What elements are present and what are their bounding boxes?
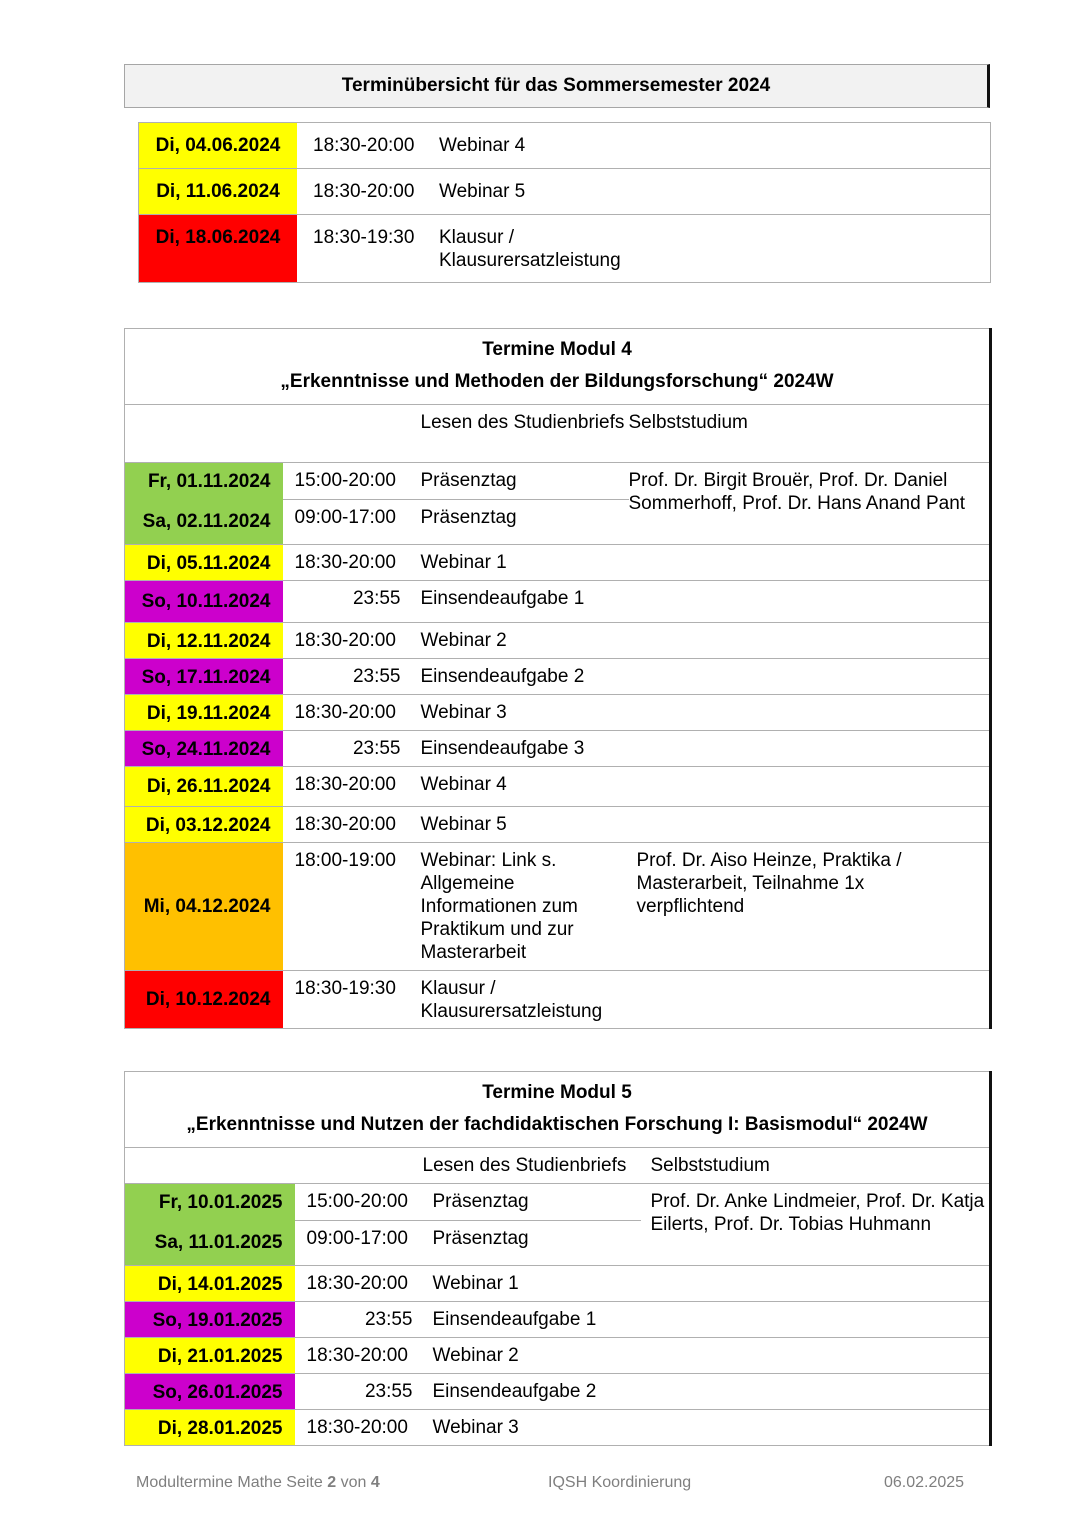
empty-header-cell: [125, 1148, 295, 1184]
description-cell: Webinar 1: [411, 545, 991, 581]
time-cell: 18:30-19:30: [283, 971, 411, 1029]
column-header-reading: Lesen des Studienbriefs: [423, 1148, 641, 1184]
table-row: [125, 545, 991, 581]
lecturers-cell: Prof. Dr. Aiso Heinze, Praktika / Masterarbeit, Teilnahme 1x verpflichtend: [629, 843, 991, 971]
footer-organization: IQSH Koordinierung: [548, 1474, 692, 1491]
description-cell: Webinar 3: [411, 695, 991, 731]
summer-semester-table: [138, 122, 991, 283]
modul4-heading: [125, 329, 991, 405]
date-cell: Di, 19.11.2024: [125, 695, 283, 731]
date-cell: Di, 04.06.2024: [139, 123, 298, 169]
description-cell: Webinar: Link s. Allgemeine Informationen zum Praktikum und zur Masterarbeit: [411, 843, 629, 971]
table-row: [125, 581, 991, 623]
date-cell: So, 26.01.2025: [125, 1374, 295, 1410]
date-cell: Mi, 04.12.2024: [125, 843, 283, 971]
description-cell: Webinar 2: [423, 1338, 991, 1374]
table-row: [125, 1410, 991, 1446]
modul5-table: [124, 1071, 992, 1446]
date-cell: Di, 18.06.2024: [139, 215, 298, 283]
description-cell: Webinar 2: [411, 623, 991, 659]
table-row: [125, 1266, 991, 1302]
empty-header-cell: [283, 405, 411, 463]
description-cell: Webinar 1: [423, 1266, 991, 1302]
description-cell: Einsendeaufgabe 3: [411, 731, 991, 767]
time-cell: 23:55: [283, 581, 411, 623]
description-cell: Präsenztag: [411, 463, 629, 500]
date-cell: Sa, 11.01.2025: [125, 1221, 295, 1266]
lecturers-cell: Prof. Dr. Birgit Brouër, Prof. Dr. Daniel Sommerhoff, Prof. Dr. Hans Anand Pant: [629, 463, 991, 545]
time-cell: 18:30-19:30: [297, 215, 439, 283]
date-cell: Di, 14.01.2025: [125, 1266, 295, 1302]
description-cell: Präsenztag: [423, 1184, 641, 1221]
table-row: [125, 843, 991, 971]
time-cell: 23:55: [283, 659, 411, 695]
footer-page-info: [136, 1474, 380, 1492]
empty-cell: [629, 971, 991, 1029]
table-row: [125, 623, 991, 659]
modul4-subtitle: „Erkenntnisse und Methoden der Bildungsforschung“ 2024W: [280, 371, 834, 392]
time-cell: 15:00-20:00: [295, 1184, 423, 1221]
table-row: [125, 971, 991, 1029]
modul4-header: [125, 329, 991, 405]
description-cell: Präsenztag: [423, 1221, 641, 1266]
footer-page-number: 2: [327, 1474, 337, 1491]
footer-doc-title: Modultermine Mathe Seite: [136, 1474, 323, 1491]
description-cell: Einsendeaufgabe 1: [423, 1302, 991, 1338]
table-row: [139, 215, 991, 283]
column-header-reading: Lesen des Studienbriefs: [411, 405, 629, 463]
date-cell: Di, 28.01.2025: [125, 1410, 295, 1446]
time-cell: 23:55: [283, 731, 411, 767]
date-cell: Di, 12.11.2024: [125, 623, 283, 659]
time-cell: 18:30-20:00: [283, 623, 411, 659]
time-cell: 23:55: [295, 1302, 423, 1338]
time-cell: 18:30-20:00: [295, 1266, 423, 1302]
table-row: [125, 1302, 991, 1338]
time-cell: 18:30-20:00: [283, 695, 411, 731]
time-cell: 18:30-20:00: [295, 1410, 423, 1446]
date-cell: Di, 21.01.2025: [125, 1338, 295, 1374]
description-cell: Einsendeaufgabe 2: [423, 1374, 991, 1410]
summer-semester-title: Terminübersicht für das Sommersemester 2024: [124, 64, 990, 108]
column-header-self-study: Selbststudium: [641, 1148, 991, 1184]
table-row: [125, 659, 991, 695]
table-row: [125, 767, 991, 807]
description-text: Klausur / Klausurersatzleistung: [439, 227, 621, 271]
description-cell: Webinar 4: [439, 123, 991, 169]
modul4-table: [124, 328, 992, 1029]
date-cell: Di, 26.11.2024: [125, 767, 283, 807]
description-cell: Webinar 4: [411, 767, 991, 807]
time-cell: 23:55: [295, 1374, 423, 1410]
modul5-header: [125, 1072, 991, 1148]
time-cell: 09:00-17:00: [283, 500, 411, 545]
description-cell: [439, 215, 991, 283]
date-cell: So, 17.11.2024: [125, 659, 283, 695]
date-cell: Fr, 01.11.2024: [125, 463, 283, 500]
time-cell: 18:30-20:00: [283, 807, 411, 843]
table-row: [139, 123, 991, 169]
modul5-heading: [125, 1072, 991, 1148]
footer-date: 06.02.2025: [884, 1474, 965, 1491]
date-cell: Di, 10.12.2024: [125, 971, 283, 1029]
description-cell: Webinar 5: [439, 169, 991, 215]
time-cell: 09:00-17:00: [295, 1221, 423, 1266]
modul5-title: Termine Modul 5: [482, 1082, 632, 1103]
column-header-row: [125, 1148, 991, 1184]
date-cell: Sa, 02.11.2024: [125, 500, 283, 545]
table-row: [139, 169, 991, 215]
column-header-row: [125, 405, 991, 463]
table-row: [125, 1374, 991, 1410]
description-cell: Klausur / Klausurersatzleistung: [411, 971, 629, 1029]
time-cell: 18:30-20:00: [283, 545, 411, 581]
time-cell: 18:30-20:00: [283, 767, 411, 807]
time-cell: 15:00-20:00: [283, 463, 411, 500]
date-cell: Fr, 10.01.2025: [125, 1184, 295, 1221]
table-row: [125, 1184, 991, 1221]
modul5-subtitle: „Erkenntnisse und Nutzen der fachdidaktischen Forschung I: Basismodul“ 2024W: [186, 1114, 928, 1135]
description-cell: Webinar 3: [423, 1410, 991, 1446]
footer-of: von: [340, 1474, 367, 1491]
date-cell: So, 24.11.2024: [125, 731, 283, 767]
footer-page-total: 4: [370, 1474, 380, 1491]
table-row: [125, 1338, 991, 1374]
description-cell: Einsendeaufgabe 1: [411, 581, 991, 623]
date-cell: So, 19.01.2025: [125, 1302, 295, 1338]
table-row: [125, 731, 991, 767]
empty-header-cell: [125, 405, 283, 463]
table-row: [125, 695, 991, 731]
time-cell: 18:30-20:00: [297, 123, 439, 169]
table-row: [125, 463, 991, 500]
description-cell: Einsendeaufgabe 2: [411, 659, 991, 695]
table-row: [125, 807, 991, 843]
time-cell: 18:00-19:00: [283, 843, 411, 971]
column-header-self-study: Selbststudium: [629, 405, 991, 463]
lecturers-cell: Prof. Dr. Anke Lindmeier, Prof. Dr. Katja Eilerts, Prof. Dr. Tobias Huhmann: [641, 1184, 991, 1266]
time-cell: 18:30-20:00: [297, 169, 439, 215]
description-cell: Webinar 5: [411, 807, 991, 843]
time-cell: 18:30-20:00: [295, 1338, 423, 1374]
empty-header-cell: [295, 1148, 423, 1184]
modul4-title: Termine Modul 4: [482, 339, 632, 360]
date-cell: Di, 11.06.2024: [139, 169, 298, 215]
date-cell: So, 10.11.2024: [125, 581, 283, 623]
description-cell: Präsenztag: [411, 500, 629, 545]
date-cell: Di, 05.11.2024: [125, 545, 283, 581]
date-cell: Di, 03.12.2024: [125, 807, 283, 843]
